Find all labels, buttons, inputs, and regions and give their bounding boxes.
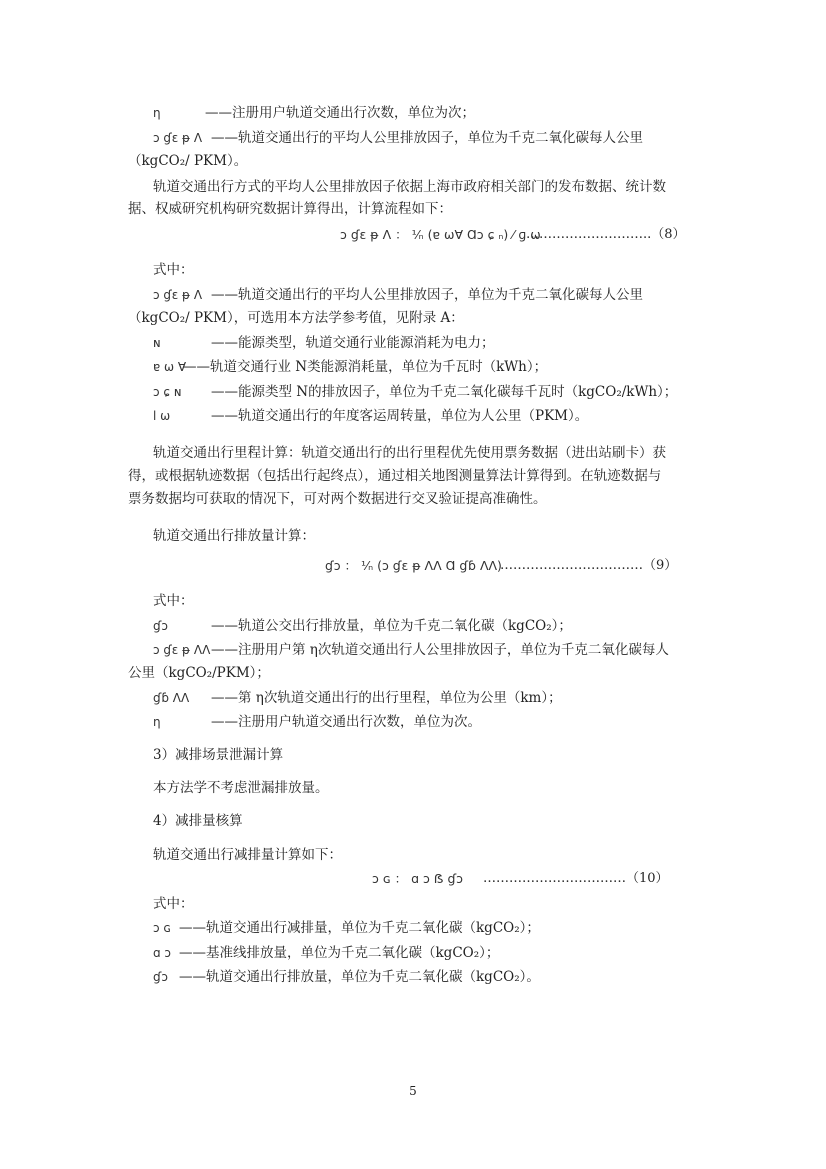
- symbol-ef-rail: ↄ ɠɛ ᵽ Ʌ: [153, 131, 203, 145]
- definition-trips: ——注册用户轨道交通出行次数，单位为次；: [205, 105, 475, 121]
- symbol-ef-trip: ↄ ɠɛ ᵽ ɅɅ: [153, 643, 211, 657]
- definition-be: ——基准线排放量，单位为千克二氧化碳（kgCO₂）；: [179, 945, 500, 961]
- def-line-5: [153, 407, 588, 425]
- formula-9: ɠↄ ： ⅟ₙ (ↄ ɠɛ ᵽ ɅɅ Ɑ ɠɓ ɅɅ): [325, 558, 502, 573]
- definition-trips-2: ——注册用户轨道交通出行次数，单位为次。: [211, 714, 481, 730]
- heading-4: 4）减排量核算: [153, 813, 243, 829]
- paragraph-2b: 得，或根据轨迹数据（包括出行起终点），通过相关地图测量算法计算得到。在轨迹数据与: [128, 468, 662, 484]
- symbol-pe: ɠↄ: [153, 619, 168, 633]
- definition-energy-type: ——能源类型，轨道交通行业能源消耗为电力；: [211, 335, 495, 351]
- paragraph-3: 轨道交通出行排放量计算：: [153, 528, 315, 544]
- symbol-n: ɴ: [153, 336, 161, 350]
- definition-ef-rail: ——轨道交通出行的平均人公里排放因子，单位为千克二氧化碳每人公里: [211, 130, 643, 146]
- def-line-f3: [153, 968, 540, 986]
- symbol-ef-energy: ↄ ɕ ɴ: [153, 385, 182, 399]
- equation-number-10: ……………………………（10）: [483, 871, 669, 886]
- definition-distance: ——第 η次轨道交通出行的出行里程，单位为公里（km）；: [211, 690, 562, 706]
- symbol-line-1: [153, 104, 475, 122]
- definition-energy-use: ——轨道交通行业 N类能源消耗量，单位为千瓦时（kWh）；: [183, 359, 548, 375]
- definition-ef-trip: ——注册用户第 η次轨道交通出行人公里排放因子，单位为千克二氧化碳每人: [211, 642, 669, 658]
- symbol-distance: ɠɓ ɅɅ: [153, 691, 190, 705]
- shizhong-2: 式中：: [153, 593, 194, 609]
- symbol-ef-rail-2: ↄ ɠɛ ᵽ Ʌ: [153, 288, 203, 302]
- def-line-e1: [153, 617, 572, 635]
- formula-10: ↄ ɢ ： ɑ ↄ ẞ ɠↄ: [372, 871, 464, 886]
- def-line-f2: [153, 944, 499, 962]
- symbol-pe-2: ɠↄ: [153, 970, 168, 984]
- symbol-eta-2: η: [153, 715, 161, 729]
- def-line-e2: [153, 641, 669, 659]
- formula-8: ↄ ɠɛ ᵽ Ʌ ： ⅟ₙ (ɐ ωⱯ Ɑↄ ɕ ₙ) ⁄ ɡ ω: [340, 227, 541, 242]
- definition-er: ——轨道交通出行减排量，单位为千克二氧化碳（kgCO₂）；: [179, 920, 540, 936]
- symbol-energy-use: ɐ ω Ɐ: [153, 360, 187, 374]
- paragraph-5: 轨道交通出行减排量计算如下：: [153, 847, 342, 863]
- def-line-1b: （kgCO₂/ PKM），可选用本方法学参考值，见附录 A：: [128, 310, 464, 326]
- page-number: 5: [409, 1084, 417, 1098]
- unit-line-1: （kgCO₂/ PKM）。: [128, 153, 248, 169]
- def-line-f1: [153, 919, 540, 937]
- definition-ef-energy: ——能源类型 N的排放因子，单位为千克二氧化碳每千瓦时（kgCO₂/kWh）；: [211, 384, 678, 400]
- def-line-4: [153, 383, 677, 401]
- paragraph-1a: 轨道交通出行方式的平均人公里排放因子依据上海市政府相关部门的发布数据、统计数: [153, 179, 666, 195]
- symbol-line-2: [153, 129, 643, 147]
- paragraph-2c: 票务数据均可获取的情况下，可对两个数据进行交叉验证提高准确性。: [128, 491, 547, 507]
- symbol-pkm: l ω: [153, 409, 171, 423]
- def-line-e4: [153, 713, 481, 731]
- shizhong-3: 式中：: [153, 896, 194, 912]
- definition-ef-avg: ——轨道交通出行的平均人公里排放因子，单位为千克二氧化碳每人公里: [211, 287, 643, 303]
- symbol-be: ɑ ↄ: [153, 946, 172, 960]
- def-line-e2b: 公里（kgCO₂/PKM）；: [128, 665, 270, 681]
- def-line-2: [153, 334, 495, 352]
- definition-pe-2: ——轨道交通出行排放量，单位为千克二氧化碳（kgCO₂）。: [179, 969, 540, 985]
- paragraph-2a: 轨道交通出行里程计算：轨道交通出行的出行里程优先使用票务数据（进出站刷卡）获: [153, 445, 666, 461]
- def-line-e3: [153, 689, 562, 707]
- paragraph-4: 本方法学不考虑泄漏排放量。: [153, 780, 329, 796]
- symbol-er: ↄ ɢ: [153, 921, 171, 935]
- shizhong-1: 式中：: [153, 262, 194, 278]
- definition-pe: ——轨道公交出行排放量，单位为千克二氧化碳（kgCO₂）；: [211, 618, 572, 634]
- equation-number-9: ……………………………（9）: [500, 558, 678, 573]
- symbol-eta: η: [153, 106, 161, 120]
- def-line-1: [153, 286, 643, 304]
- heading-3: 3）减排场景泄漏计算: [153, 747, 284, 763]
- paragraph-1b: 据、权威研究机构研究数据计算得出，计算流程如下：: [128, 201, 452, 217]
- equation-number-8: ………………………..（8）: [526, 227, 686, 242]
- def-line-3: [153, 358, 547, 376]
- definition-pkm: ——轨道交通出行的年度客运周转量，单位为人公里（PKM）。: [211, 408, 589, 424]
